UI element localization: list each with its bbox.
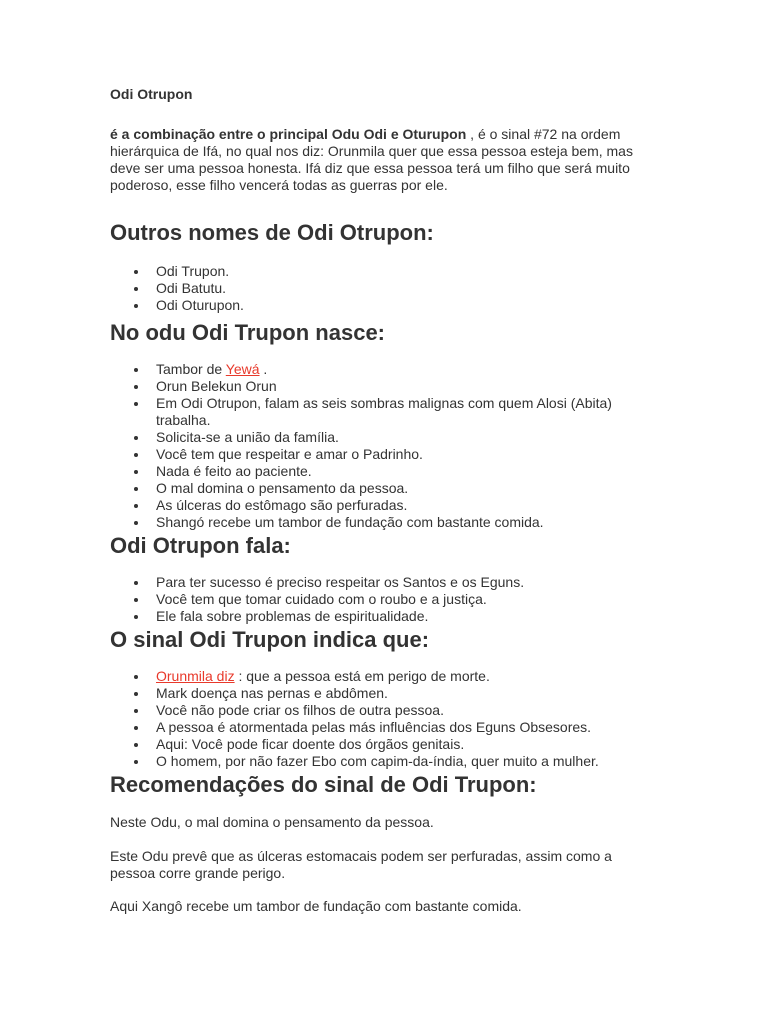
paragraph: Neste Odu, o mal domina o pensamento da pessoa.: [110, 814, 434, 830]
heading-indica: O sinal Odi Trupon indica que:: [110, 627, 430, 652]
list-item: Odi Trupon.: [156, 263, 670, 280]
orunmila-diz-link[interactable]: Orunmila diz: [156, 668, 235, 684]
list-outros-nomes: [110, 263, 670, 314]
document-page: [110, 86, 670, 915]
paragraph: Este Odu prevê que as úlceras estomacais podem ser perfuradas, assim como a pessoa corre grande perigo.: [110, 848, 612, 881]
list-item: Aqui: Você pode ficar doente dos órgãos genitais.: [156, 736, 670, 753]
list-item: Em Odi Otrupon, falam as seis sombras malignas com quem Alosi (Abita) trabalha.: [156, 395, 670, 429]
yewa-link[interactable]: Yewá: [225, 361, 260, 377]
list-item: Odi Batutu.: [156, 280, 670, 297]
intro-paragraph: [110, 126, 658, 194]
list-item-suffix: : que a pessoa está em perigo de morte.: [234, 668, 490, 684]
list-item: Nada é feito ao paciente.: [156, 463, 670, 480]
list-item: Mark doença nas pernas e abdômen.: [156, 685, 670, 702]
list-item-prefix: Tambor de: [156, 361, 226, 377]
list-item: O mal domina o pensamento da pessoa.: [156, 480, 670, 497]
list-item: As úlceras do estômago são perfuradas.: [156, 497, 670, 514]
document-title: Odi Otrupon: [110, 86, 193, 102]
list-item: Odi Oturupon.: [156, 297, 670, 314]
list-fala: [110, 574, 670, 625]
list-indica: [110, 668, 670, 770]
heading-nasce: No odu Odi Trupon nasce:: [110, 320, 385, 345]
list-item: O homem, por não fazer Ebo com capim-da-índia, quer muito a mulher.: [156, 753, 670, 770]
heading-recomendacoes: Recomendações do sinal de Odi Trupon:: [110, 772, 537, 797]
list-item: [156, 668, 670, 685]
list-item: Solicita-se a união da família.: [156, 429, 670, 446]
list-item: A pessoa é atormentada pelas más influências dos Eguns Obsesores.: [156, 719, 670, 736]
list-item: Shangó recebe um tambor de fundação com bastante comida.: [156, 514, 670, 531]
list-item: Para ter sucesso é preciso respeitar os Santos e os Eguns.: [156, 574, 670, 591]
list-item: Ele fala sobre problemas de espiritualidade.: [156, 608, 670, 625]
heading-fala: Odi Otrupon fala:: [110, 533, 291, 558]
list-nasce: [110, 361, 670, 531]
list-item: Você não pode criar os filhos de outra pessoa.: [156, 702, 670, 719]
list-item: Orun Belekun Orun: [156, 378, 670, 395]
heading-outros-nomes: Outros nomes de Odi Otrupon:: [110, 220, 434, 245]
list-item: Você tem que respeitar e amar o Padrinho.: [156, 446, 670, 463]
list-item-suffix: .: [259, 361, 268, 377]
paragraph: Aqui Xangô recebe um tambor de fundação com bastante comida.: [110, 898, 522, 914]
intro-bold: é a combinação entre o principal Odu Odi e Oturupon: [110, 126, 467, 142]
list-item: [156, 361, 670, 378]
list-item: Você tem que tomar cuidado com o roubo e a justiça.: [156, 591, 670, 608]
intro-text: , é o sinal #72 na ordem hierárquica de Ifá, no qual nos diz: Orunmila quer que essa pessoa esteja bem, mas deve ser uma pessoa honesta. Ifá diz que essa pessoa terá um filho que será muito poderoso, esse filho vencerá todas as guerras por ele.: [110, 126, 633, 193]
